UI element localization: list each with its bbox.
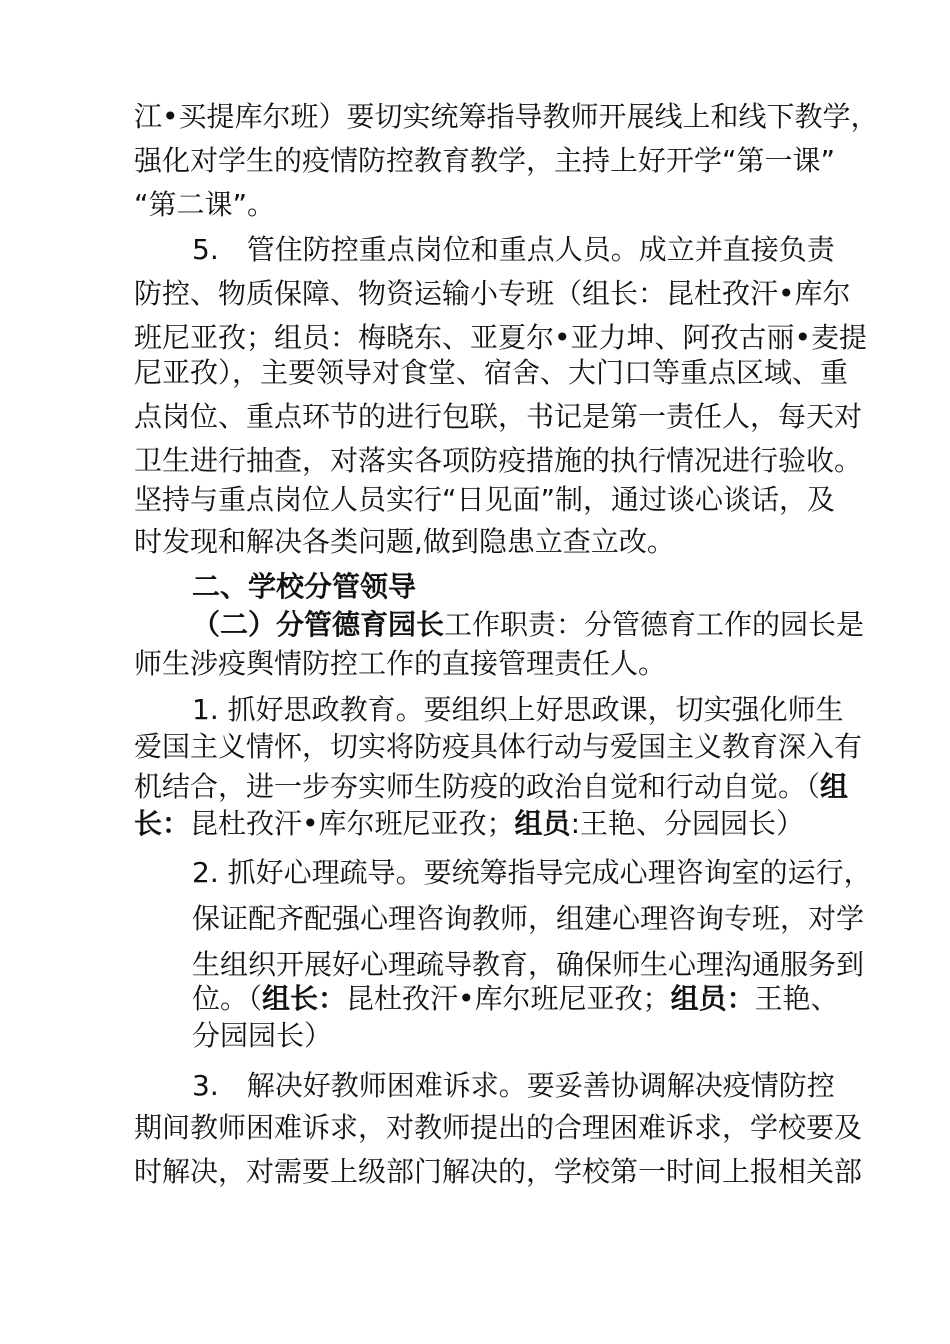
text-line: 卫生进行抽查，对落实各项防疫措施的执行情况进行验收。 — [134, 444, 863, 477]
text-line: 爱国主义情怀，切实将防疫具体行动与爱国主义教育深入有 — [134, 730, 863, 763]
text-line — [134, 804, 804, 844]
text-line — [134, 767, 848, 807]
text-line: 1. 抓好思政教育。要组织上好思政课，切实强化师生 — [192, 693, 844, 726]
leader-name: 昆杜孜汗•库尔班尼亚孜； — [190, 807, 515, 840]
sub-heading-bold: （二）分管德育园长 — [192, 608, 445, 641]
text-line: 强化对学生的疫情防控教育教学，主持上好开学“第一课” — [134, 144, 836, 177]
member-label: 组员： — [670, 982, 755, 1015]
text-line: 点岗位、重点环节的进行包联，书记是第一责任人，每天对 — [134, 400, 863, 433]
sub-heading-line — [192, 605, 864, 645]
text-line: 防控、物质保障、物资运输小专班（组长：昆杜孜汗•库尔 — [134, 277, 851, 310]
leader-label: 长： — [134, 807, 191, 840]
sub-heading-text: 工作职责：分管德育工作的园长是 — [444, 608, 865, 641]
text-line: 3. 解决好教师困难诉求。要妥善协调解决疫情防控 — [192, 1069, 835, 1102]
leader-name: 昆杜孜汗•库尔班尼亚孜； — [346, 982, 671, 1015]
member-text: :王艳、分园园长） — [570, 807, 804, 840]
text-line: 班尼亚孜；组员：梅晓东、亚夏尔•亚力坤、阿孜古丽•麦提 — [134, 321, 868, 354]
text-line: 期间教师困难诉求，对教师提出的合理困难诉求，学校要及 — [134, 1111, 863, 1144]
paren: （ — [806, 770, 821, 803]
section-heading: 二、学校分管领导 — [192, 570, 417, 603]
text-line: 时发现和解决各类问题,做到隐患立查立改。 — [134, 525, 675, 558]
text-line: 保证配齐配强心理咨询教师，组建心理咨询专班，对学 — [192, 902, 865, 935]
text-line: 时解决，对需要上级部门解决的，学校第一时间上报相关部 — [134, 1155, 863, 1188]
text-line: 2. 抓好心理疏导。要统筹指导完成心理咨询室的运行， — [192, 856, 872, 889]
member-text: 王艳、 — [754, 982, 839, 1015]
leader-label: 组 — [820, 770, 849, 803]
text-line: 师生涉疫舆情防控工作的直接管理责任人。 — [134, 647, 667, 680]
text-line — [192, 979, 839, 1019]
text-line: 江•买提库尔班）要切实统筹指导教师开展线上和线下教学， — [134, 100, 879, 133]
leader-label: 组长： — [262, 982, 347, 1015]
text-segment: 机结合，进一步夯实师生防疫的政治自觉和行动自觉。 — [134, 770, 807, 803]
text-line: 分园园长） — [192, 1019, 333, 1052]
text-line: “第二课”。 — [134, 188, 276, 221]
text-line: 尼亚孜），主要领导对食堂、宿舍、大门口等重点区域、重 — [134, 356, 849, 389]
member-label: 组员 — [514, 807, 571, 840]
text-segment: 位。（ — [192, 982, 263, 1015]
text-line: 生组织开展好心理疏导教育，确保师生心理沟通服务到 — [192, 948, 865, 981]
text-line: 5. 管住防控重点岗位和重点人员。成立并直接负责 — [192, 233, 835, 266]
text-line: 坚持与重点岗位人员实行“日见面”制，通过谈心谈话，及 — [134, 483, 836, 516]
